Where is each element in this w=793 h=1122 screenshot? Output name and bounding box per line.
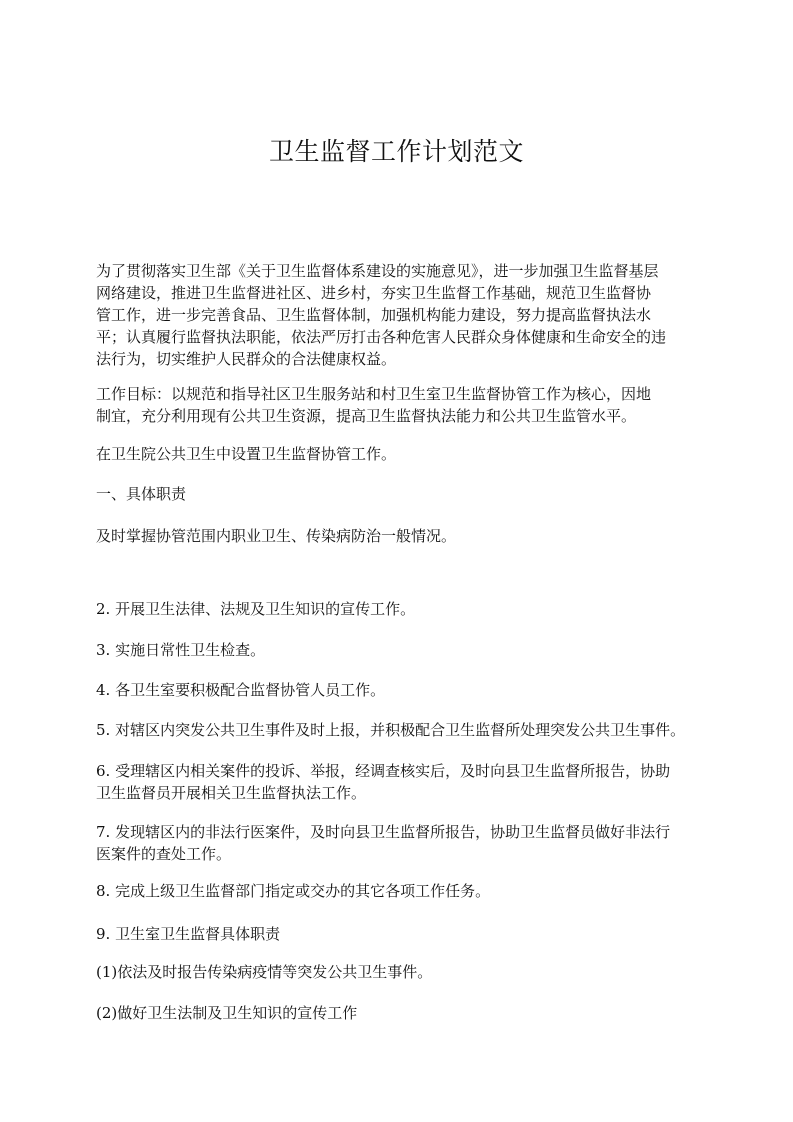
duty-item-4: 4. 各卫生室要积极配合监督协管人员工作。 — [96, 681, 386, 699]
text-line: 5. 对辖区内突发公共卫生事件及时上报，并积极配合卫生监督所处理突发公共卫生事件。 — [96, 721, 686, 739]
duty-item-3: 3. 实施日常性卫生检查。 — [96, 641, 266, 659]
text-line: 工作目标：以规范和指导社区卫生服务站和村卫生室卫生监督协管工作为核心，因地 — [96, 385, 652, 403]
setup-paragraph: 在卫生院公共卫生中设置卫生监督协管工作。 — [96, 445, 397, 463]
text-line: 平；认真履行监督执法职能，依法严厉打击各种危害人民群众身体健康和生命安全的违 — [96, 328, 667, 346]
intro-paragraph — [96, 260, 716, 370]
section-heading: 一、具体职责 — [96, 485, 187, 503]
duty-item-5 — [96, 719, 726, 741]
sub-item-1: (1)依法及时报告传染病疫情等突发公共卫生事件。 — [96, 963, 433, 981]
duty-item-6 — [96, 760, 716, 804]
goal-paragraph — [96, 383, 716, 427]
text-line: 7. 发现辖区内的非法行医案件，及时向县卫生监督所报告，协助卫生监督员做好非法行 — [96, 823, 671, 841]
text-line: 为了贯彻落实卫生部《关于卫生监督体系建设的实施意见》，进一步加强卫生监督基层 — [96, 262, 659, 280]
duty-item-9: 9. 卫生室卫生监督具体职责 — [96, 925, 281, 943]
sub-item-2: (2)做好卫生法制及卫生知识的宣传工作 — [96, 1004, 358, 1022]
text-line: 管工作，进一步完善食品、卫生监督体制，加强机构能力建设，努力提高监督执法水 — [96, 306, 652, 324]
duty-item-1: 及时掌握协管范围内职业卫生、传染病防治一般情况。 — [96, 527, 457, 545]
duty-item-2: 2. 开展卫生法律、法规及卫生知识的宣传工作。 — [96, 600, 416, 618]
document-title: 卫生监督工作计划范文 — [268, 137, 524, 166]
text-line: 医案件的查处工作。 — [96, 845, 232, 863]
text-line: 6. 受理辖区内相关案件的投诉、举报，经调查核实后，及时向县卫生监督所报告，协助 — [96, 762, 671, 780]
text-line: 网络建设，推进卫生监督进社区、进乡村，夯实卫生监督工作基础，规范卫生监督协 — [96, 284, 652, 302]
text-line: 制宜，充分利用现有公共卫生资源，提高卫生监督执法能力和公共卫生监管水平。 — [96, 407, 637, 425]
text-line: 法行为，切实维护人民群众的合法健康权益。 — [96, 350, 397, 368]
duty-item-7 — [96, 821, 716, 865]
duty-item-8: 8. 完成上级卫生监督部门指定或交办的其它各项工作任务。 — [96, 882, 491, 900]
text-line: 卫生监督员开展相关卫生监督执法工作。 — [96, 784, 367, 802]
